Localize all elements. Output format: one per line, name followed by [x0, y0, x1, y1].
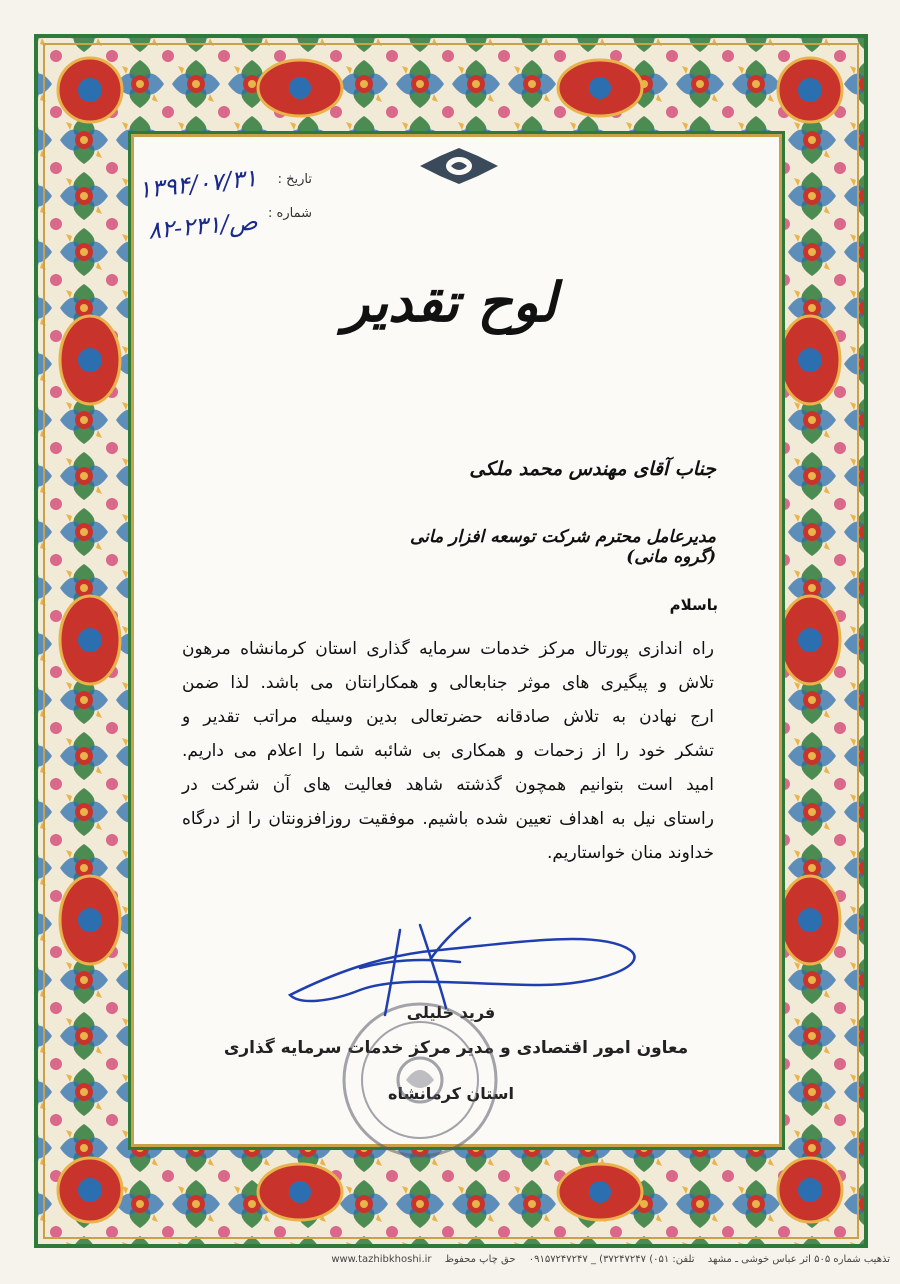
date-value: ۱۳۹۴/۰۷/۳۱	[136, 163, 259, 205]
footer-address: تذهیب شماره ۵۰۵ اثر عباس خوشی ـ مشهد	[707, 1254, 890, 1265]
date-label: تاریخ :	[277, 172, 312, 187]
signatory-city: استان کرمانشاه	[388, 1084, 514, 1103]
signatory-title: معاون امور اقتصادی و مدیر مرکز خدمات سرمایه گذاری	[223, 1038, 689, 1058]
number-label: شماره :	[268, 206, 312, 221]
signatory-name: فرید خلیلی	[406, 1003, 496, 1022]
body-line: امید است بتوانیم همچون گذشته شاهد فعالیت های آن شرکت در	[182, 775, 714, 795]
addressee-name: جناب آقای مهندس محمد ملکی	[469, 458, 716, 480]
footer-rights: حق چاپ محفوظ	[444, 1254, 516, 1265]
addressee-title: مدیرعامل محترم شرکت توسعه افزار مانی (گروه مانی)	[410, 527, 716, 567]
footer-phone: تلفن: ۰۵۱) ۳۷۲۴۷۲۴۷) _ ۰۹۱۵۷۲۴۷۲۴۷	[528, 1254, 695, 1265]
body-line: خداوند منان خواستاریم.	[547, 843, 714, 863]
certificate-title: لوح تقدیر	[343, 270, 557, 334]
body-line: راه اندازی پورتال مرکز خدمات سرمایه گذاری استان کرمانشاه مرهون	[182, 639, 714, 659]
body-line: تلاش و پیگیری های موثر جنابعالی و همکارانتان می باشد. لذا ضمن	[182, 673, 714, 693]
body-paragraph	[182, 632, 714, 870]
print-footer	[230, 1254, 890, 1265]
greeting: باسلام	[669, 596, 718, 614]
body-line: راستای نیل به اهداف تعیین شده باشیم. موفقیت روزافزونتان را از درگاه	[182, 809, 714, 829]
number-value: ۸۲-۲۳۱/ص	[146, 207, 259, 245]
body-line: تشکر خود را از زحمات و همکاری بی شائبه شما را اعلام می داریم.	[182, 741, 714, 761]
body-line: ارج نهادن به تلاش صادقانه حضرتعالی بدین وسیله مراتب تقدیر و	[182, 707, 714, 727]
ornament-emblem-icon	[418, 146, 500, 186]
footer-website: www.tazhibkhoshi.ir	[331, 1254, 432, 1265]
